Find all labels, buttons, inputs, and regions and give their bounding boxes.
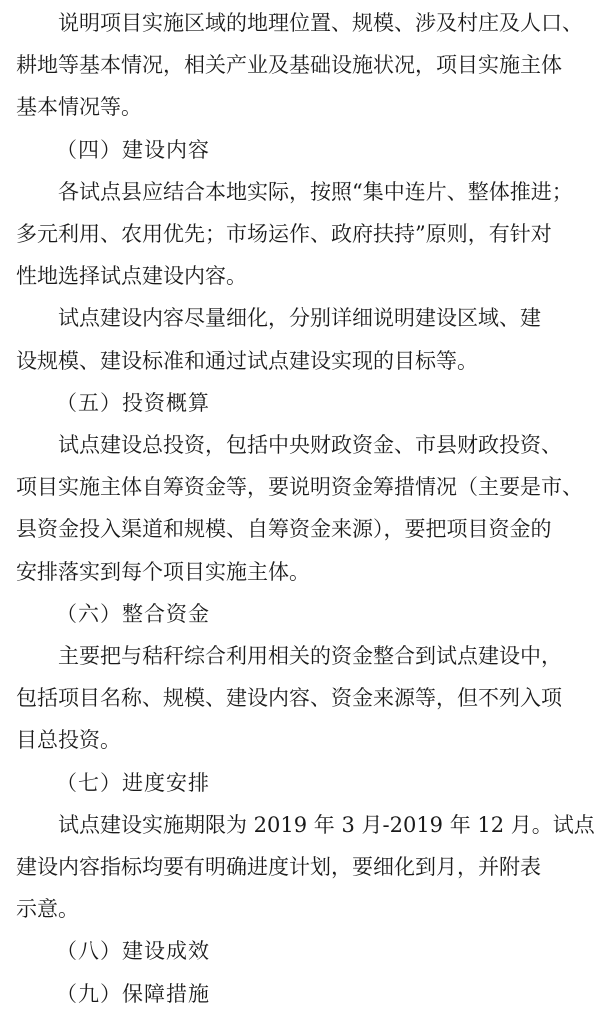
p5-line-1: 主要把与秸秆综合利用相关的资金整合到试点建设中， <box>58 644 562 668</box>
section-heading-7: （七）进度安排 <box>56 770 210 795</box>
p6-line-1: 试点建设实施期限为 2019 年 3 月-2019 年 12 月。试点 <box>58 812 595 837</box>
section-heading-8: （八）建设成效 <box>56 939 210 964</box>
p1-line-2: 耕地等基本情况，相关产业及基础设施状况，项目实施主体 <box>16 53 562 78</box>
p5-line-3: 目总投资。 <box>16 728 121 753</box>
p6-line-2: 建设内容指标均要有明确进度计划，要细化到月，并附表 <box>16 855 541 879</box>
p3-line-2: 设规模、建设标准和通过试点建设实现的目标等。 <box>16 348 478 373</box>
p4-line-1: 试点建设总投资，包括中央财政资金、市县财政投资、 <box>58 433 562 457</box>
p1-line-1: 说明项目实施区域的地理位置、规模、涉及村庄及人口、 <box>58 11 583 35</box>
section-heading-9: （九）保障措施 <box>56 981 210 1006</box>
p5-line-2: 包括项目名称、规模、建设内容、资金来源等，但不列入项 <box>16 686 562 711</box>
section-heading-4: （四）建设内容 <box>56 137 210 162</box>
p4-line-2: 项目实施主体自筹资金等，要说明资金筹措情况（主要是市、 <box>16 475 583 500</box>
section-heading-5: （五）投资概算 <box>56 390 210 415</box>
p1-line-3: 基本情况等。 <box>16 95 142 120</box>
p3-line-1: 试点建设内容尽量细化，分别详细说明建设区域、建 <box>58 306 541 331</box>
p2-line-1: 各试点县应结合本地实际，按照“集中连片、整体推进； <box>58 179 573 204</box>
p2-line-3: 性地选择试点建设内容。 <box>16 264 247 289</box>
p6-line-3: 示意。 <box>16 897 79 922</box>
p2-line-2: 多元利用、农用优先；市场运作、政府扶持”原则，有针对 <box>16 222 552 246</box>
p4-line-3: 县资金投入渠道和规模、自筹资金来源），要把项目资金的 <box>16 517 552 542</box>
p4-line-4: 安排落实到每个项目实施主体。 <box>16 559 310 584</box>
section-heading-6: （六）整合资金 <box>56 601 210 626</box>
